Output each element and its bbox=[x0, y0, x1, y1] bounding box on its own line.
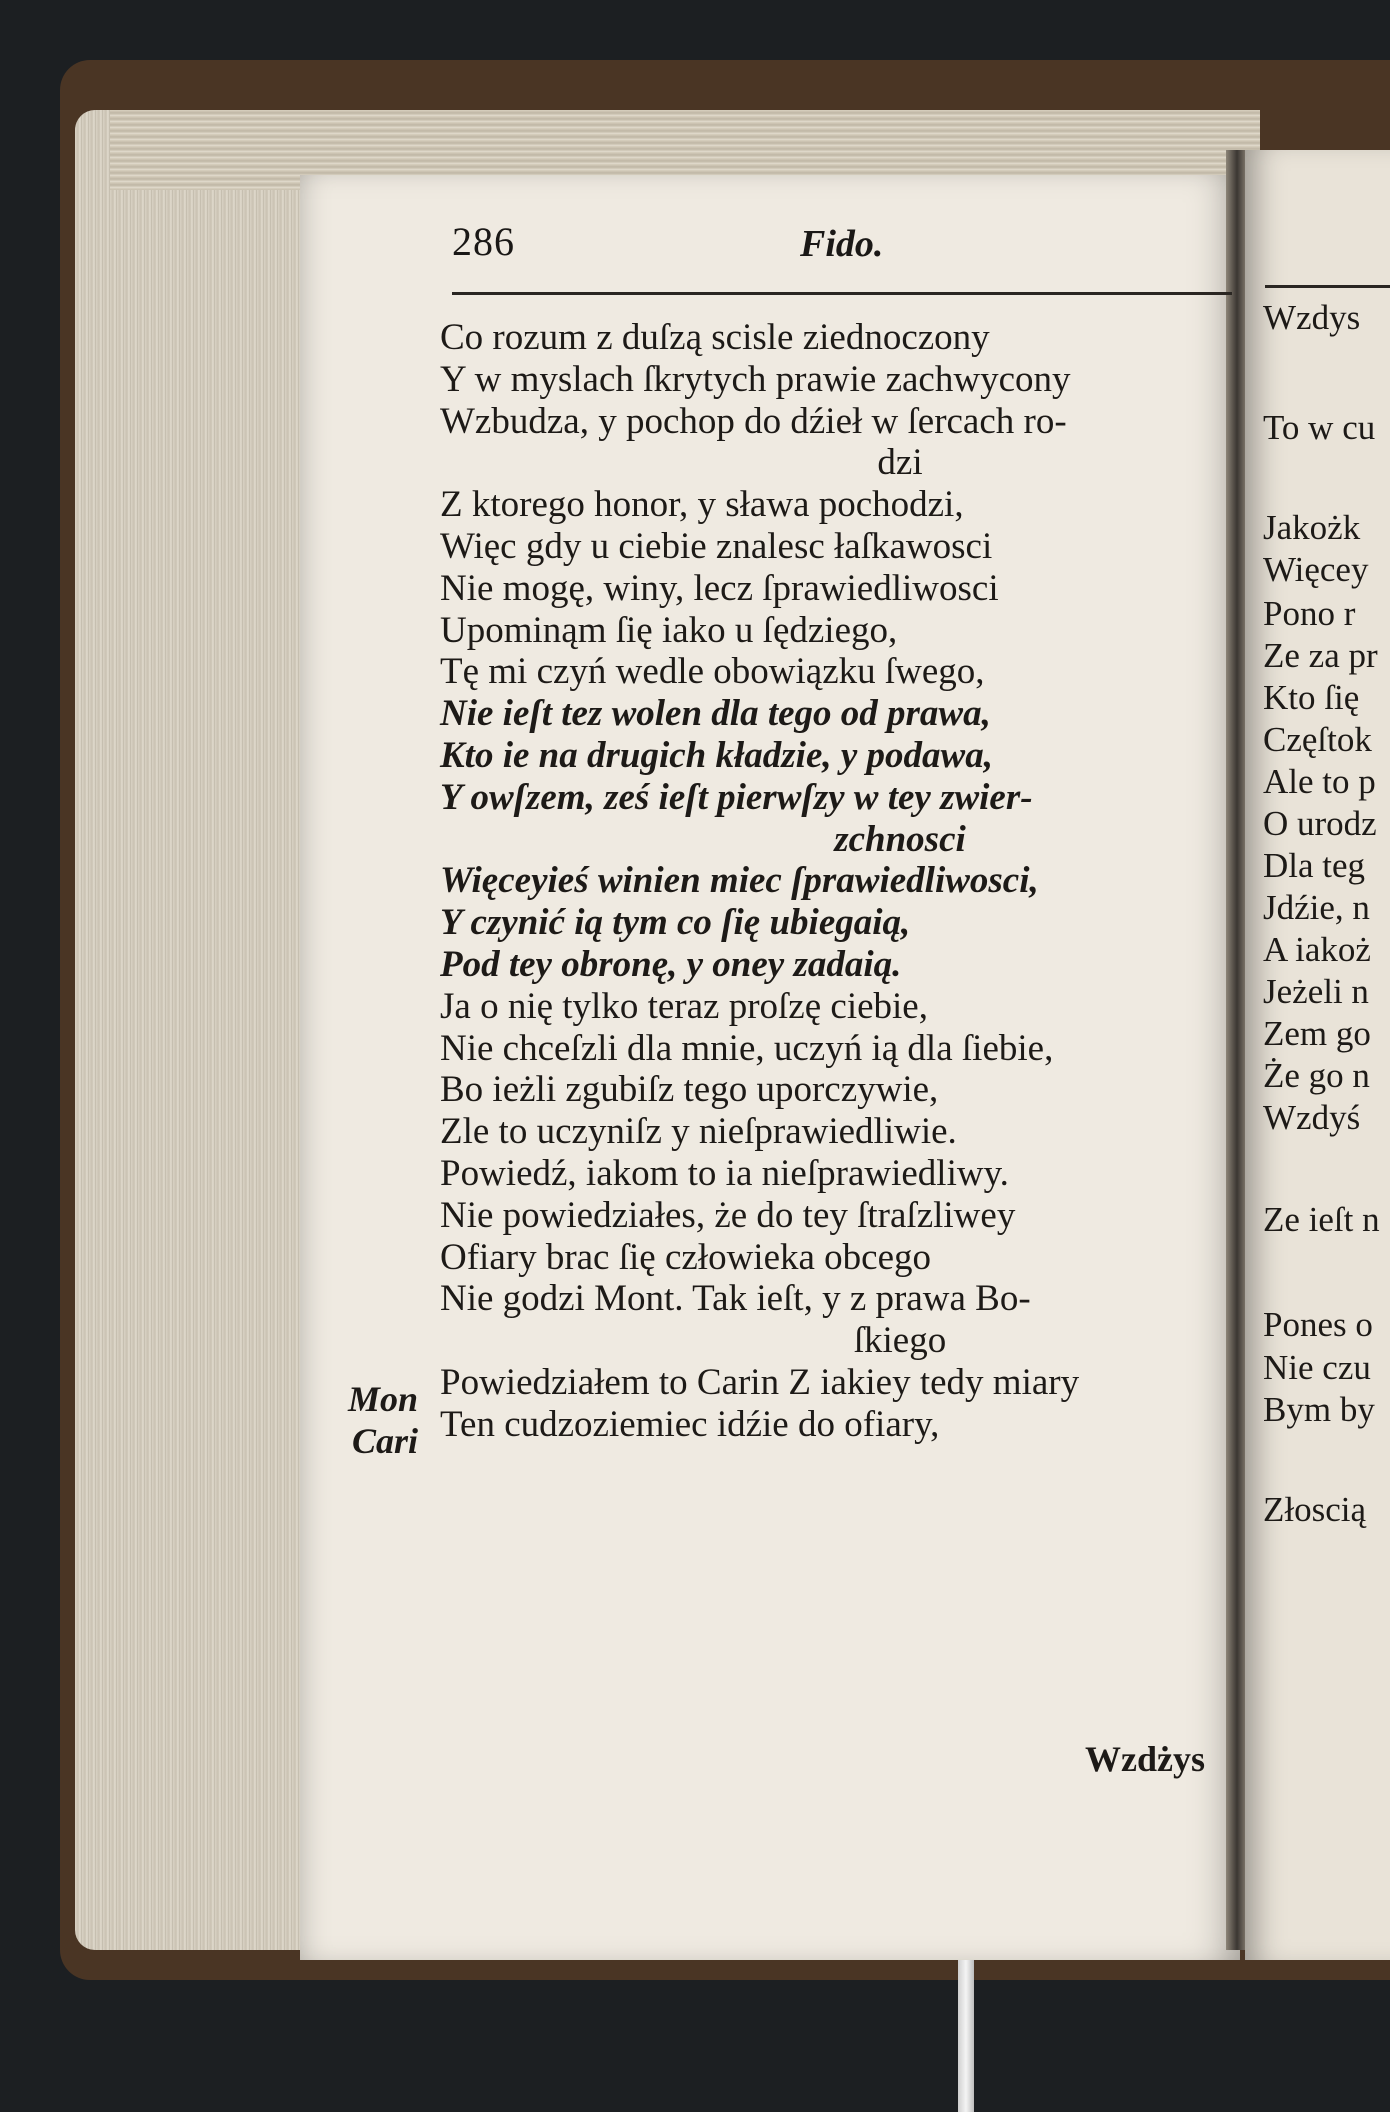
right-fragment: Kto ſię bbox=[1263, 678, 1360, 717]
verse-line: Więc gdy u ciebie znalesc łaſkawosci bbox=[440, 525, 993, 567]
verse-line: Zle to uczyniſz y nieſprawiedliwie. bbox=[440, 1111, 957, 1153]
verse-line: Nie chceſzli dla mnie, uczyń ią dla ſiebie, bbox=[440, 1027, 1054, 1069]
right-fragment: Ze ieſt n bbox=[1263, 1200, 1380, 1239]
verse-line: zchnosci bbox=[834, 818, 966, 860]
header-rule bbox=[452, 292, 1232, 295]
right-fragment: Pones o bbox=[1263, 1305, 1373, 1344]
verse-line: dzi bbox=[877, 442, 923, 484]
verse-line: Nie godzi Mont. Tak ieſt, y z prawa Bo- bbox=[440, 1278, 1031, 1320]
right-fragment: Wzdys bbox=[1263, 298, 1361, 337]
verse-line: Y w myslach ſkrytych prawie zachwycony bbox=[440, 358, 1071, 400]
right-fragment: Złoscią bbox=[1263, 1490, 1367, 1529]
right-fragment: O urodz bbox=[1263, 804, 1377, 843]
right-fragment: A iakoż bbox=[1263, 930, 1371, 969]
right-fragment: Jdźie, n bbox=[1263, 888, 1370, 927]
verse-line: Upominąm ſię iako u ſędziego, bbox=[440, 609, 898, 651]
right-fragment: Ze za pr bbox=[1263, 636, 1378, 675]
verse-line: Powiedziałem to Carin Z iakiey tedy miary bbox=[440, 1361, 1080, 1403]
verse-line: Z ktorego honor, y sława pochodzi, bbox=[440, 484, 964, 526]
right-fragment: Wzdyś bbox=[1263, 1098, 1361, 1137]
verse-line: Więceyieś winien miec ſprawiedliwosci, bbox=[440, 860, 1039, 902]
right-fragment: Więcey bbox=[1263, 550, 1369, 589]
page-number: 286 bbox=[452, 219, 515, 264]
right-fragment: Zem go bbox=[1263, 1014, 1371, 1053]
verse-line: Nie powiedziałes, że do tey ſtraſzliwey bbox=[440, 1194, 1016, 1236]
speaker-label-cari: Cari bbox=[352, 1421, 419, 1461]
verse-line: Y owſzem, ześ ieſt pierwſzy w tey zwier- bbox=[440, 776, 1033, 818]
right-fragment: To w cu bbox=[1263, 408, 1376, 447]
right-fragment: Jakożk bbox=[1263, 508, 1361, 547]
page-stack-edge bbox=[75, 110, 315, 1950]
right-fragment: Że go n bbox=[1263, 1056, 1370, 1095]
speaker-label-mon: Mon bbox=[348, 1379, 419, 1419]
verse-line: Ja o nię tylko teraz proſzę ciebie, bbox=[440, 985, 928, 1027]
verse-line: Wzbudza, y pochop do dźieł w ſercach ro- bbox=[440, 400, 1067, 442]
bookmark-ribbon bbox=[958, 1960, 974, 2112]
verse-line: Ten cudzoziemiec idźie do ofiary, bbox=[440, 1403, 940, 1445]
right-fragment: Bym by bbox=[1263, 1390, 1375, 1429]
right-fragment: Częſtok bbox=[1263, 720, 1372, 759]
catchword: Wzdżys bbox=[1085, 1739, 1205, 1779]
right-fragment: Pono r bbox=[1263, 594, 1356, 633]
verse-line: Powiedź, iakom to ia nieſprawiedliwy. bbox=[440, 1152, 1009, 1194]
right-fragment: Nie czu bbox=[1263, 1348, 1371, 1387]
verse-line: Y czynić ią tym co ſię ubiegaią, bbox=[440, 902, 911, 944]
verse-line: Bo ieżli zgubiſz tego uporczywie, bbox=[440, 1069, 939, 1111]
verse-line: Nie ieſt tez wolen dla tego od prawa, bbox=[440, 693, 991, 735]
verse-line: Kto ie na drugich kładzie, y podawa, bbox=[440, 734, 993, 776]
running-title: Fido. bbox=[800, 223, 884, 265]
right-fragment: Jeżeli n bbox=[1263, 972, 1369, 1011]
right-page-rule bbox=[1265, 285, 1390, 288]
right-fragment: Dla teg bbox=[1263, 846, 1366, 885]
verse-line: Pod tey obronę, y oney zadaią. bbox=[440, 943, 902, 985]
verse-line: Ofiary brac ſię człowieka obcego bbox=[440, 1236, 932, 1278]
verse-text-block bbox=[440, 317, 1240, 1446]
verse-line: ſkiego bbox=[853, 1320, 947, 1362]
right-fragment: Ale to p bbox=[1263, 762, 1376, 801]
verse-line: Co rozum z duſzą scisle ziednoczony bbox=[440, 317, 990, 358]
verse-line: Tę mi czyń wedle obowiązku ſwego, bbox=[440, 651, 985, 693]
right-page bbox=[1245, 150, 1390, 1960]
verse-line: Nie mogę, winy, lecz ſprawiedliwosci bbox=[440, 567, 999, 609]
